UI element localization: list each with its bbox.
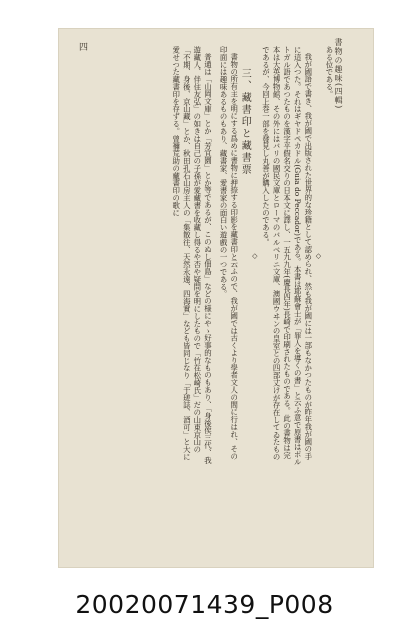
image-caption: 20020071439_P008 bbox=[75, 590, 334, 619]
paragraph: 普通は「山岡文庫」とか「芳宜園」とか等であるが、このぬし佃島」などの様にやゝ好事的なものもあり、「身後俟三代、我遊藏人、伴住友弘」の如きは自己の子孫が愛藏書を收藏し得るや否や疑問を明にしたもので「竹在松崎氏」だの山東京山の「不期、身後、京山藏」とか、秋田孔石山房主人の「集散往、天然永遠、四海實」なども皆同じなり「于瑳誌、酒可」と大に愛せつた藏書印を存ずる。曾禰荒助の藏書印の歌に bbox=[171, 46, 213, 465]
paragraph: 書物の所有主を明にする爲めに書物に押捺する印影を藏書印と云ふので、我が國では古くより學者文人の間に行はれ、その印面には趣味あるものもあり、藏書家、愛書家の面白い遊戲の一つである。 bbox=[219, 46, 239, 461]
section-heading: 三、藏書印と藏書票 bbox=[239, 68, 251, 176]
running-header: 書物の趣味(四輯) bbox=[334, 38, 343, 110]
section-divider: ◇ bbox=[250, 252, 259, 260]
paragraph: ある位である。 bbox=[325, 46, 334, 98]
document-page bbox=[58, 28, 374, 568]
body-text bbox=[88, 46, 334, 466]
section-divider: ◇ bbox=[314, 252, 323, 260]
page-number: 四 bbox=[77, 42, 87, 51]
paragraph: 我が國語で書き、我が國で出版された世界的な珍籍として認められ、然も我が國には一部もなかつたものが昨年我が國の手に這入つた。それはギヤドペカドル(Guia do Peccador)である。本書は耶蘇會士が「罪人を導くの書」と云ふ意で原書はポルトガル語であつたものを漢字平假名交りの日本文に譯し、一五九九年(慶長四年)長崎で印刷されたものである。此の書物は完本は大英博物館、その外にはバリの國民文庫とローマのバルベリニ文庫、澳國ウヰンの皇室との四部丈けが存在してゐたものであるが、今回上巻一部を發見し丸善が購入したのである。 bbox=[261, 46, 313, 466]
